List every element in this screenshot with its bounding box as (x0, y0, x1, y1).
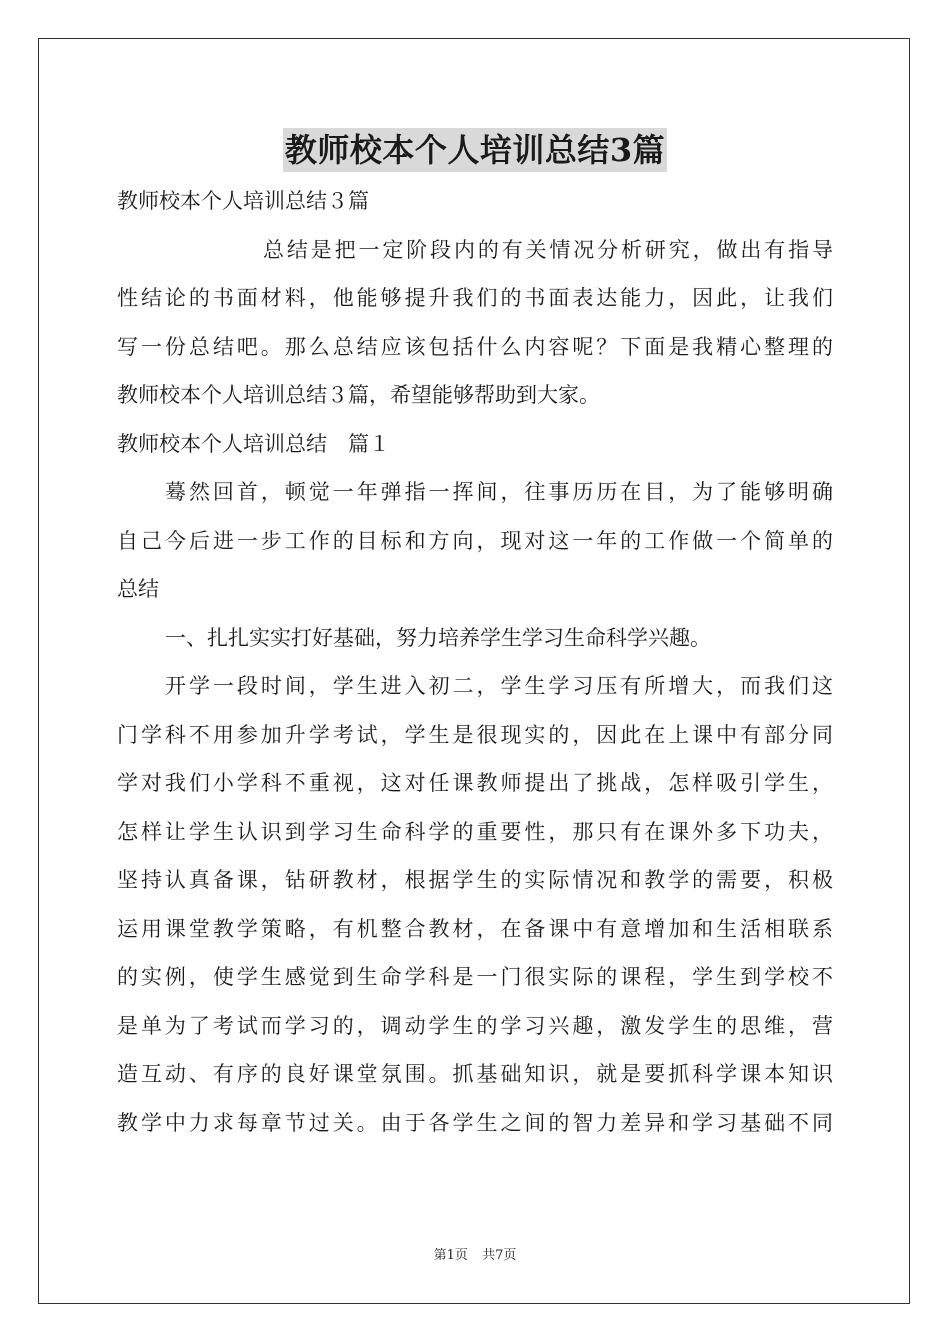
body-line: 性结论的书面材料，他能够提升我们的书面表达能力，因此，让我们 (117, 286, 833, 310)
body-line: 总结是把一定阶段内的有关情况分析研究，做出有指导 (263, 237, 833, 262)
title-area (0, 128, 950, 172)
body-line: 造互动、有序的良好课堂氛围。抓基础知识，就是要抓科学课本知识 (117, 1062, 833, 1086)
body-line: 门学科不用参加升学考试，学生是很现实的，因此在上课中有部分同 (117, 722, 833, 747)
page-number: 第1页 (433, 1248, 468, 1263)
body-line: 怎样让学生认识到学习生命科学的重要性，那只有在课外多下功夫， (117, 819, 833, 844)
body-line: 运用课堂教学策略，有机整合教材，在备课中有意增加和生活相联系 (117, 916, 833, 941)
body-line: 开学一段时间，学生进入初二，学生学习压有所增大，而我们这 (165, 674, 833, 698)
document-title: 教师校本个人培训总结3篇 (283, 128, 667, 172)
body-line: 的实例，使学生感觉到生命学科是一门很实际的课程，学生到学校不 (117, 965, 833, 989)
body-line: 总结 (117, 577, 159, 601)
page-footer (0, 1246, 950, 1266)
body-line: 教师校本个人培训总结 篇１ (117, 431, 390, 456)
body-line: 教学中力求每章节过关。由于各学生之间的智力差异和学习基础不同 (117, 1110, 833, 1135)
body-line: 教师校本个人培训总结３篇，希望能够帮助到大家。 (117, 383, 600, 407)
body-line: 蓦然回首，顿觉一年弹指一挥间，往事历历在目，为了能够明确 (165, 480, 833, 504)
document-body (117, 177, 833, 1147)
body-line: 写一份总结吧。那么总结应该包括什么内容呢？下面是我精心整理的 (117, 334, 833, 359)
body-line: 坚持认真备课，钻研教材，根据学生的实际情况和教学的需要，积极 (117, 868, 833, 892)
body-line: 是单为了考试而学习的，调动学生的学习兴趣，激发学生的思维，营 (117, 1013, 833, 1038)
body-line: 自己今后进一步工作的目标和方向，现对这一年的工作做一个简单的 (117, 528, 833, 553)
body-line: 学对我们小学科不重视，这对任课教师提出了挑战，怎样吸引学生， (117, 771, 833, 795)
page-total: 共7页 (482, 1248, 517, 1263)
body-line: 一、扎扎实实打好基础，努力培养学生学习生命科学兴趣。 (165, 625, 711, 650)
body-line: 教师校本个人培训总结３篇 (117, 189, 369, 213)
